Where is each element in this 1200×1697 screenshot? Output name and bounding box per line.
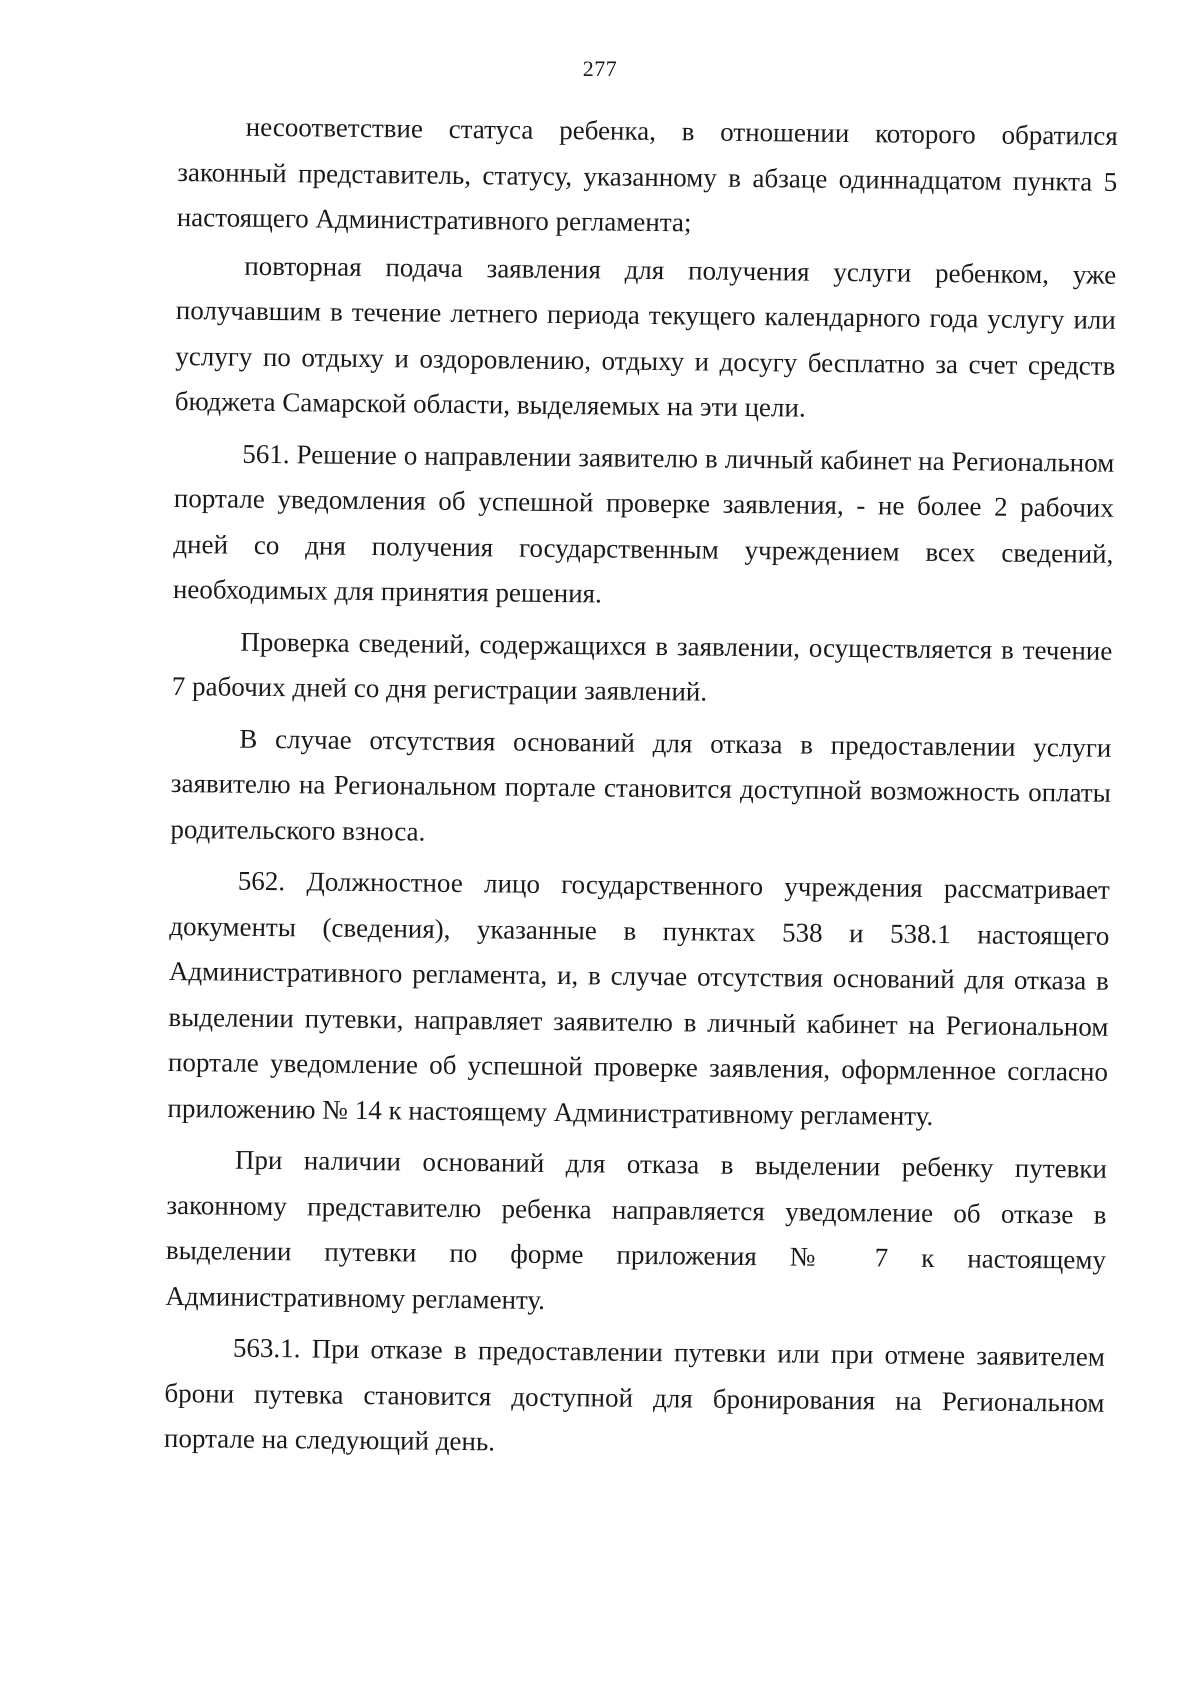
paragraph-parent-payment: В случае отсутствия оснований для отказа в предоставлении услуги заявителю на Региональном портале становится доступной возможность оплаты родительского взноса. bbox=[170, 723, 1112, 847]
paragraph-563-1: 563.1. При отказе в предоставлении путевки или при отмене заявителем брони путевка становится доступной для бронирования на Региональном портале на следующий день. bbox=[163, 1332, 1106, 1457]
paragraph-refusal-notice: При наличии оснований для отказа в выделении ребенку путевки законному представителю ребенка направляется уведомление об отказе в выделении путевки по форме приложения № 7 к настоящему Административному регламенту. bbox=[165, 1144, 1108, 1315]
page-number: 277 bbox=[582, 56, 618, 81]
document-body bbox=[164, 104, 1118, 1473]
paragraph-561: 561. Решение о направлении заявителю в личный кабинет на Региональном портале уведомления об успешной проверке заявления, - не более 2 рабочих дней со дня получения государственным учреждением всех сведений, необходимых для принятия решения. bbox=[172, 438, 1115, 609]
paragraph-562: 562. Должностное лицо государственного учреждения рассматривает документы (сведения), указанные в пунктах 538 и 538.1 настоящего Административного регламента, и, в случае отсутствия оснований для отказа в выделении путевки, направляет заявителю в личный кабинет на Региональном портале уведомление об успешной проверке заявления, оформленное согласно приложению № 14 к настоящему Административному регламенту. bbox=[167, 865, 1110, 1131]
paragraph-status-mismatch: несоответствие статуса ребенка, в отношении которого обратился законный представитель, статусу, указанному в абзаце одиннадцатом пункта 5 настоящего Административного регламента; bbox=[176, 111, 1118, 238]
paragraph-repeat-application: повторная подача заявления для получения услуги ребенком, уже получавшим в течение летнего периода текущего календарного года услугу или услугу по отдыху и оздоровлению, отдыху и досугу бесплатно за счет средств бюджета Самарской области, выделяемых на эти цели. bbox=[174, 250, 1117, 423]
paragraph-verification-term: Проверка сведений, содержащихся в заявлении, осуществляется в течение 7 рабочих дней со дня регистрации заявлений. bbox=[171, 626, 1113, 707]
